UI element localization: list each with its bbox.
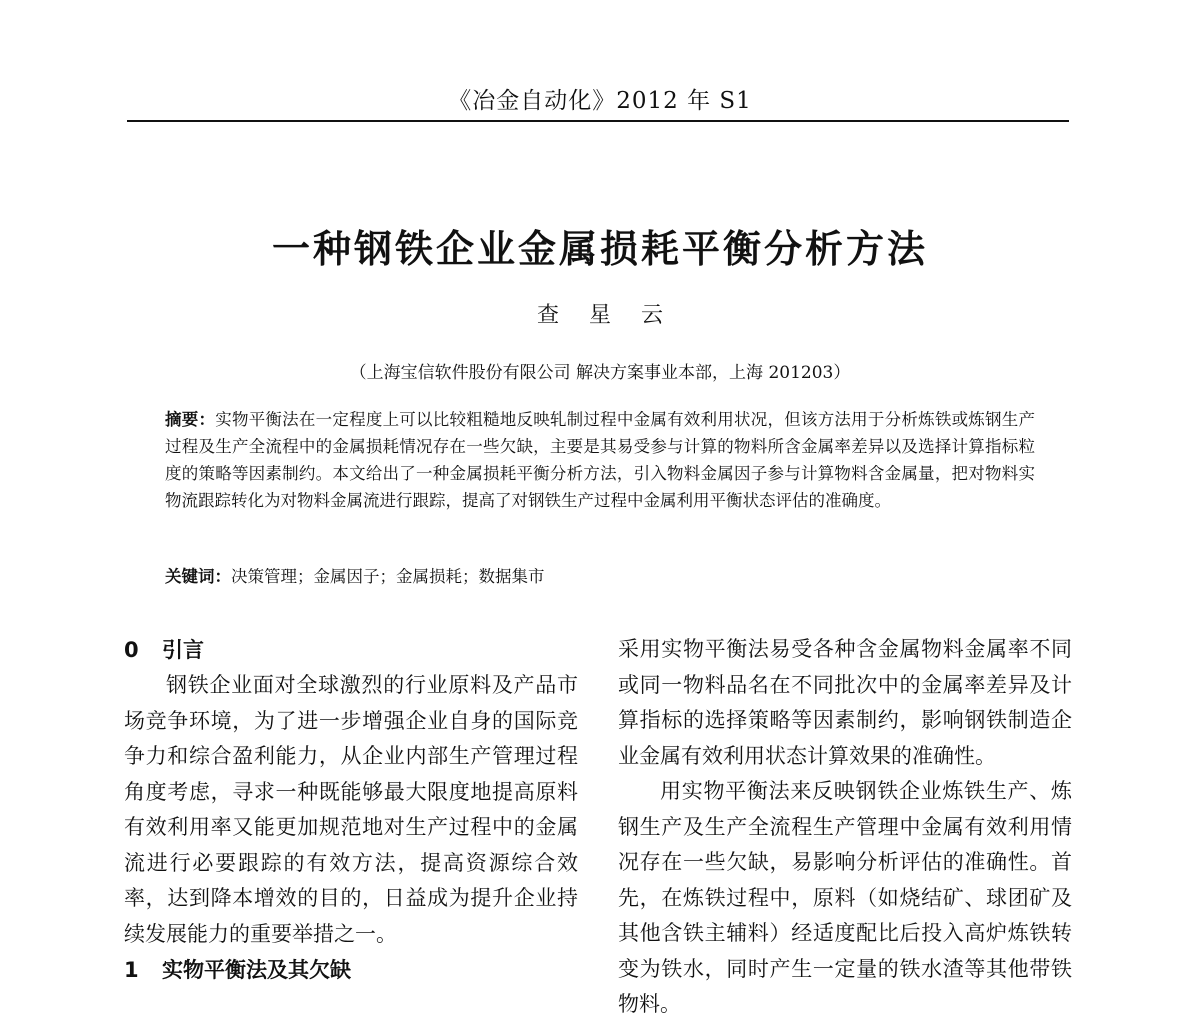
intro-paragraph: 钢铁企业面对全球激烈的行业原料及产品市场竞争环境，为了进一步增强企业自身的国际竞争力和综合盈利能力，从企业内部生产管理过程角度考虑，寻求一种既能够最大限度地提高原料有效利用率又能更加规范地对生产过程中的金属流进行必要跟踪的有效方法，提高资源综合效率，达到降本增效的目的，日益成为提升企业持续发展能力的重要举措之一。 [124, 673, 578, 946]
author: 查星云 [536, 303, 693, 328]
keywords-text: 决策管理；金属因子；金属损耗；数据集市 [231, 567, 545, 586]
section-title: 引言 [162, 638, 204, 662]
left-column [124, 632, 578, 988]
journal-header: 《冶金自动化》2012 年 S1 [448, 88, 752, 114]
section-number: 0 [124, 638, 139, 662]
section-title: 实物平衡法及其欠缺 [162, 958, 351, 982]
article-title: 一种钢铁企业金属损耗平衡分析方法 [271, 227, 928, 271]
abstract-label: 摘要： [165, 410, 216, 429]
section-heading [124, 952, 578, 988]
right-column [618, 632, 1072, 1023]
keywords [165, 563, 1035, 590]
keywords-label: 关键词： [165, 567, 231, 586]
body-paragraph: 用实物平衡法来反映钢铁企业炼铁生产、炼钢生产及生产全流程生产管理中金属有效利用情况存在一些欠缺，易影响分析评估的准确性。首先，在炼铁过程中，原料（如烧结矿、球团矿及其他含铁主辅料）经适度配比后投入高炉炼铁转变为铁水，同时产生一定量的铁水渣等其他带铁物料。 [618, 779, 1072, 1016]
section-heading [124, 632, 578, 668]
header-rule [127, 120, 1069, 122]
abstract-text: 实物平衡法在一定程度上可以比较粗糙地反映轧制过程中金属有效利用状况，但该方法用于分析炼铁或炼钢生产过程及生产全流程中的金属损耗情况存在一些欠缺，主要是其易受参与计算的物料所含金属率差异以及选择计算指标粒度的策略等因素制约。本文给出了一种金属损耗平衡分析方法，引入物料金属因子参与计算物料含金属量，把对物料实物流跟踪转化为对物料金属流进行跟踪，提高了对钢铁生产过程中金属利用平衡状态评估的准确度。 [165, 410, 1036, 510]
body-paragraph: 采用实物平衡法易受各种含金属物料金属率不同或同一物料品名在不同批次中的金属率差异及计算指标的选择策略等因素制约，影响钢铁制造企业金属有效利用状态计算效果的准确性。 [618, 637, 1072, 768]
affiliation: （上海宝信软件股份有限公司 解决方案事业本部，上海 201203） [349, 363, 851, 383]
section-number: 1 [124, 958, 139, 982]
abstract [165, 406, 1035, 514]
